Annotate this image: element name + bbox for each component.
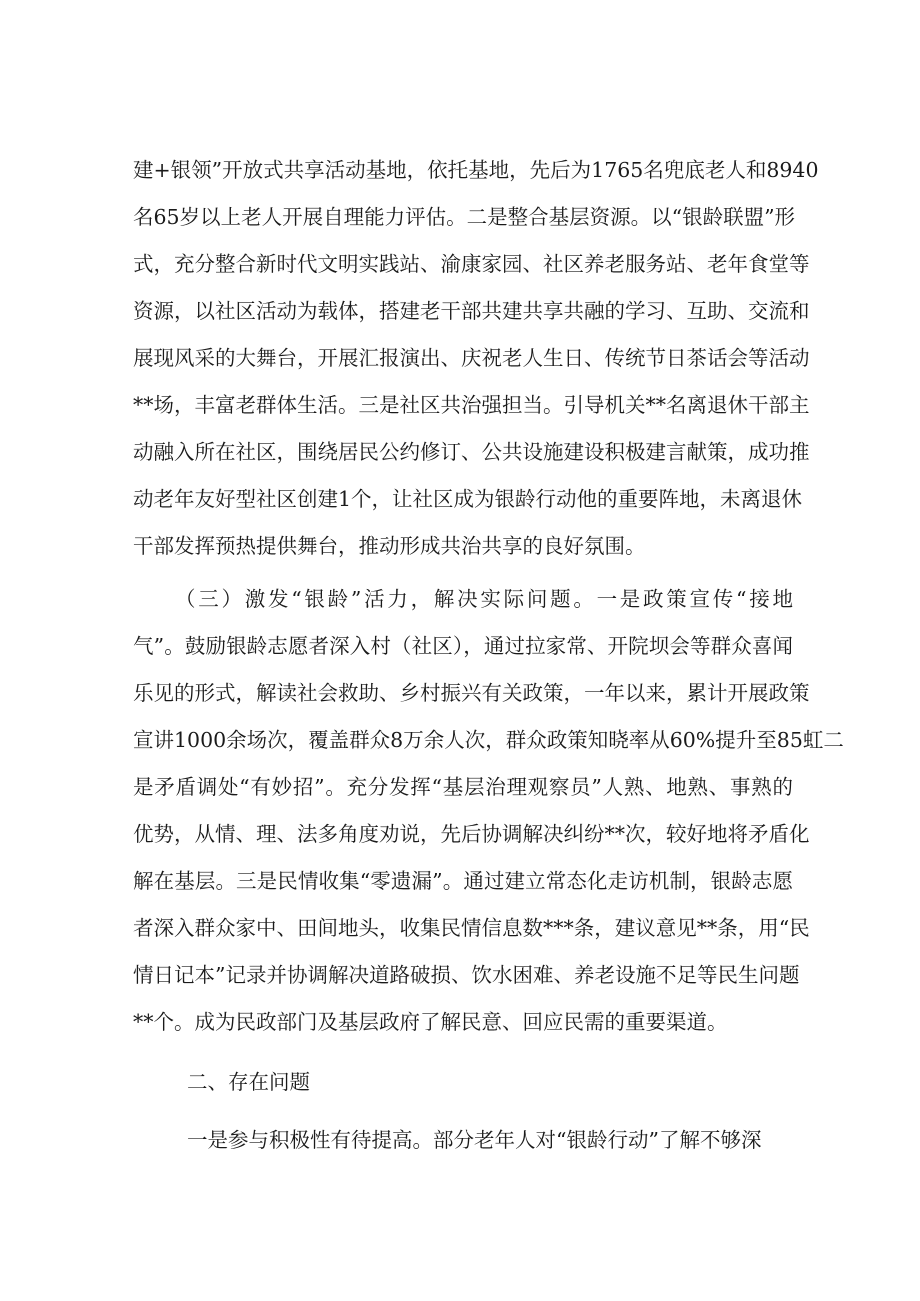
text-line: 者深入群众家中、田间地头，收集民情信息数***条，建议意见**条，用“民 <box>133 916 810 940</box>
text-line: 展现风采的大舞台，开展汇报演出、庆祝老人生日、传统节日茶话会等活动 <box>133 346 810 370</box>
text-line: 优势，从情、理、法多角度劝说，先后协调解决纠纷**次，较好地将矛盾化 <box>133 822 810 846</box>
text-line: 名65岁以上老人开展自理能力评估。二是整合基层资源。以“银龄联盟”形 <box>133 205 796 229</box>
text-line: 动融入所在社区，围绕居民公约修订、公共设施建设积极建言献策，成功推 <box>133 440 810 464</box>
text-line: 干部发挥预热提供舞台，推动形成共治共享的良好氛围。 <box>133 534 646 558</box>
text-line: 宣讲1000余场次，覆盖群众8万余人次，群众政策知晓率从60%提升至85虹二 <box>133 728 844 752</box>
section-heading: 二、存在问题 <box>187 1070 310 1094</box>
text-line: （三）激发“银龄”活力，解决实际问题。一是政策宣传“接地 <box>175 587 793 611</box>
text-line: 式，充分整合新时代文明实践站、渝康家园、社区养老服务站、老年食堂等 <box>133 252 810 276</box>
text-line: 建+银领”开放式共享活动基地，依托基地，先后为1765名兜底老人和8940 <box>133 158 819 182</box>
text-line: 乐见的形式，解读社会救助、乡村振兴有关政策，一年以来，累计开展政策 <box>133 681 810 705</box>
text-line: 一是参与积极性有待提高。部分老年人对“银龄行动”了解不够深 <box>187 1128 762 1152</box>
text-line: 情日记本”记录并协调解决道路破损、饮水困难、养老设施不足等民生问题 <box>133 963 800 987</box>
text-line: **个。成为民政部门及基层政府了解民意、回应民需的重要渠道。 <box>133 1010 728 1034</box>
text-line: 动老年友好型社区创建1个，让社区成为银龄行动他的重要阵地，未离退休 <box>133 487 803 511</box>
text-line: 是矛盾调处“有妙招”。充分发挥“基层治理观察员”人熟、地熟、事熟的 <box>133 775 793 799</box>
text-line: 资源，以社区活动为载体，搭建老干部共建共享共融的学习、互助、交流和 <box>133 299 810 323</box>
text-line: 气”。鼓励银龄志愿者深入村（社区），通过拉家常、开院坝会等群众喜闻 <box>133 634 793 658</box>
text-line: **场，丰富老群体生活。三是社区共治强担当。引导机关**名离退休干部主 <box>133 393 810 417</box>
text-line: 解在基层。三是民情收集“零遗漏”。通过建立常态化走访机制，银龄志愿 <box>133 869 793 893</box>
